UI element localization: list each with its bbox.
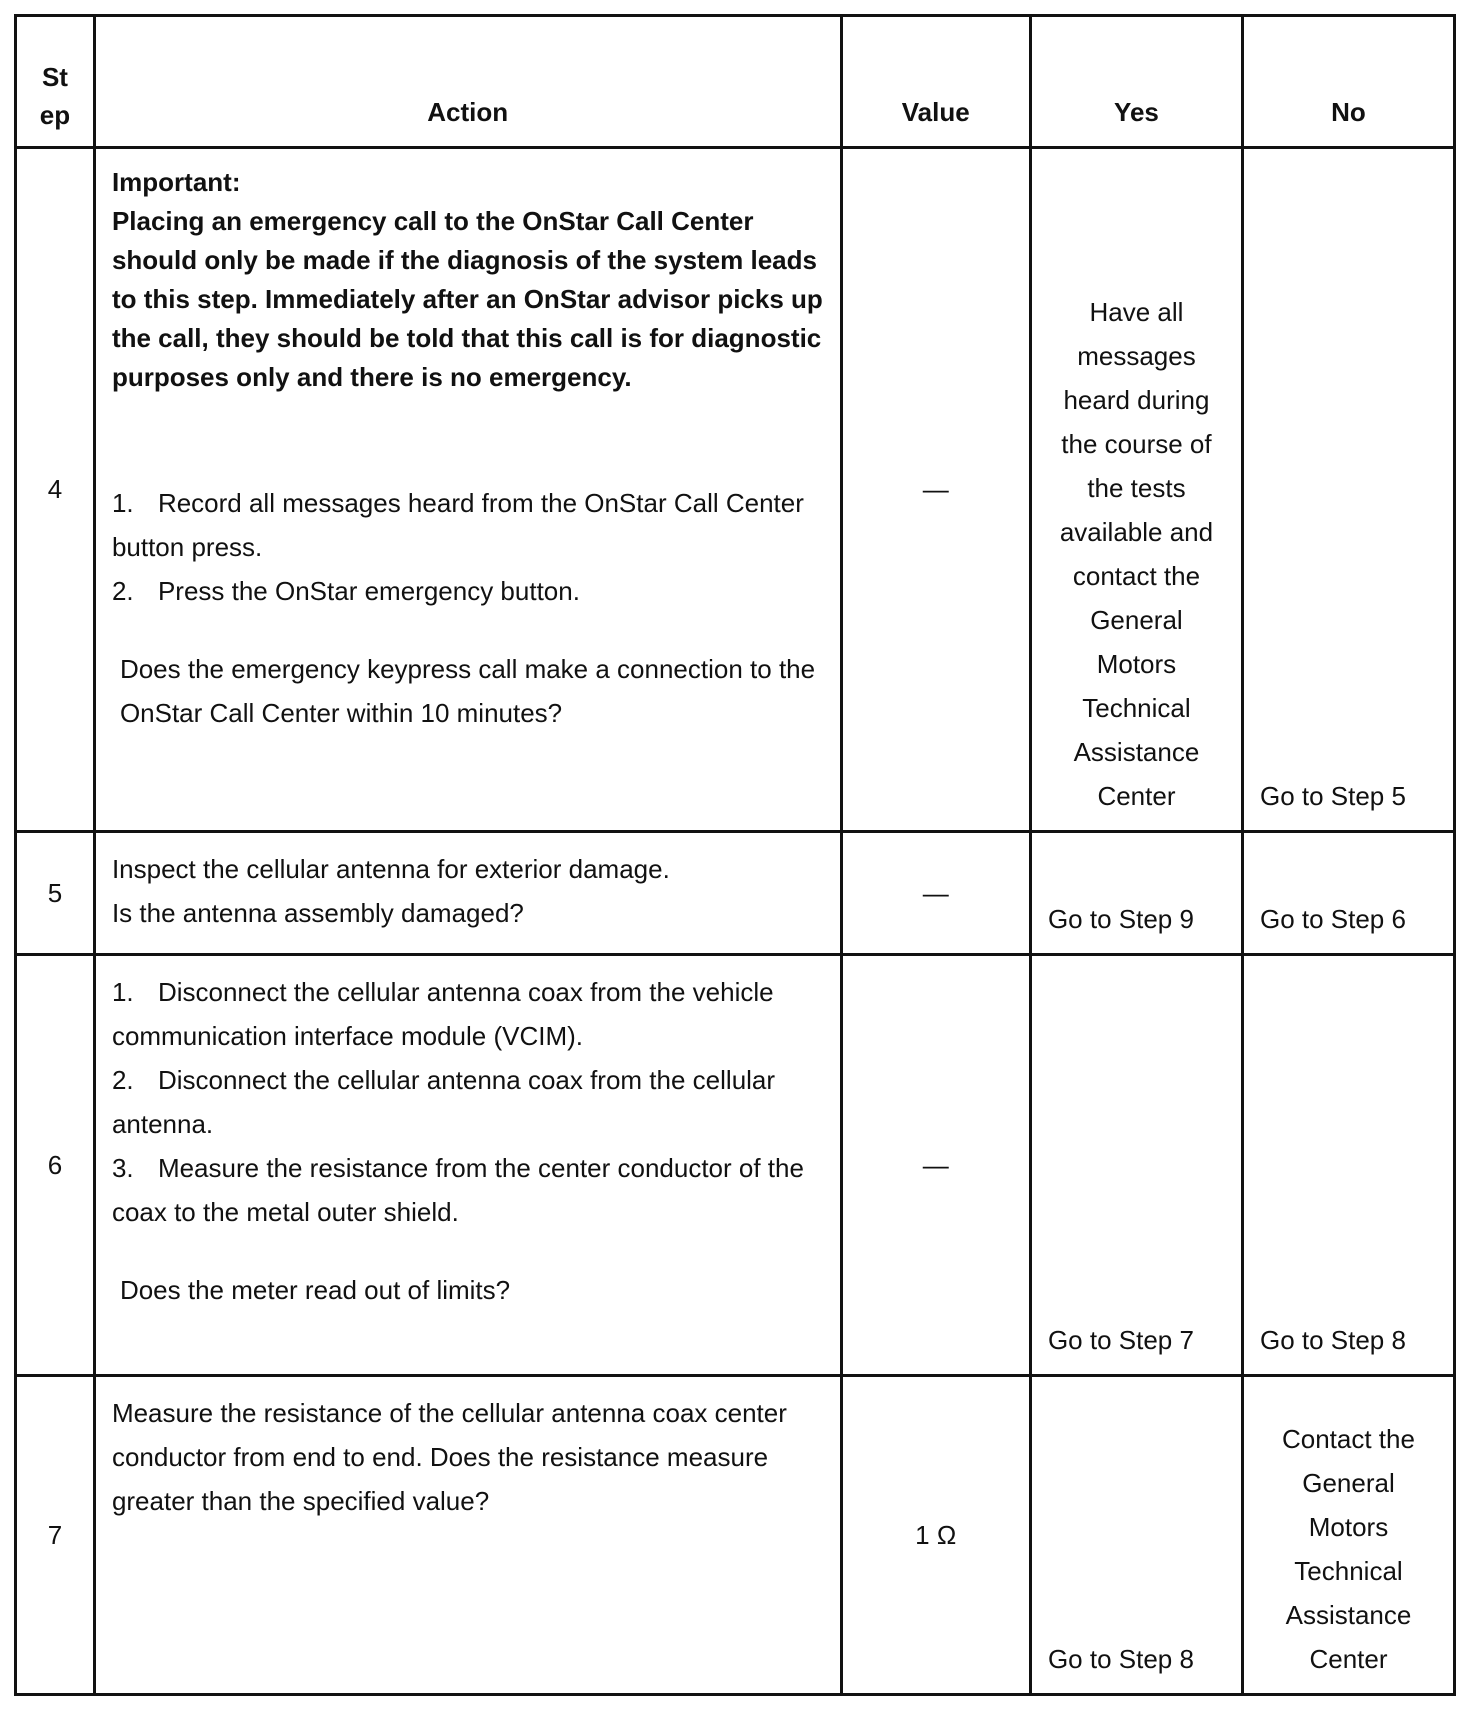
no-cell: Go to Step 6	[1242, 831, 1454, 954]
step-number: 4	[16, 148, 95, 832]
yes-cell: Go to Step 7	[1030, 955, 1242, 1375]
list-text: Disconnect the cellular antenna coax from the cellular antenna.	[111, 1065, 776, 1140]
list-text: Press the OnStar emergency button.	[157, 576, 580, 606]
list-text: Record all messages heard from the OnStar Call Center button press.	[111, 488, 804, 562]
important-label: Important:	[111, 167, 241, 197]
step-list	[112, 970, 824, 1234]
header-step-line1: St	[41, 62, 68, 92]
step-number: 5	[16, 831, 95, 954]
step-list	[112, 481, 824, 613]
list-item	[112, 1146, 824, 1234]
header-row	[16, 16, 1455, 148]
header-step	[16, 16, 95, 148]
header-no: No	[1242, 16, 1454, 148]
list-number: 3.	[111, 1153, 134, 1184]
list-text: Measure the resistance from the center conductor of the coax to the metal outer shield.	[111, 1153, 804, 1228]
question-text: Does the emergency keypress call make a connection to the OnStar Call Center within 10 minutes?	[119, 654, 816, 728]
header-action: Action	[94, 16, 841, 148]
action-cell	[94, 831, 841, 954]
yes-cell: Have all messages heard during the course of the tests available and contact the General Motors Technical Assistance Center	[1030, 148, 1242, 832]
table-row-step-5	[16, 831, 1455, 954]
list-item	[112, 481, 824, 569]
table-row-step-7	[16, 1375, 1455, 1695]
value-cell: —	[841, 148, 1030, 832]
value-cell: —	[841, 955, 1030, 1375]
important-text: Placing an emergency call to the OnStar Call Center should only be made if the diagnosis of the system leads to this step. Immediately after an OnStar advisor picks up the call, they should be told that this call is for diagnostic purposes only and there is no emergency.	[111, 206, 823, 392]
step-number: 6	[16, 955, 95, 1375]
no-cell: Go to Step 8	[1242, 955, 1454, 1375]
action-line: Inspect the cellular antenna for exterior damage.	[111, 853, 670, 884]
yes-cell: Go to Step 9	[1030, 831, 1242, 954]
list-item	[112, 569, 824, 613]
table-row-step-4	[16, 148, 1455, 832]
diagnostic-table	[14, 14, 1456, 1696]
no-cell: Go to Step 5	[1242, 148, 1454, 832]
header-value: Value	[841, 16, 1030, 148]
list-number: 1.	[111, 488, 134, 518]
action-line: Is the antenna assembly damaged?	[111, 897, 524, 928]
list-number: 1.	[111, 977, 134, 1008]
step-number: 7	[16, 1375, 95, 1695]
value-cell: 1 Ω	[841, 1375, 1030, 1695]
action-cell: Measure the resistance of the cellular antenna coax center conductor from end to end. Does the resistance measure greater than the specified value?	[94, 1375, 841, 1695]
list-item	[112, 1058, 824, 1146]
question-text: Does the meter read out of limits?	[119, 1275, 511, 1306]
table-row-step-6	[16, 955, 1455, 1375]
list-number: 2.	[111, 576, 134, 606]
action-cell	[94, 148, 841, 832]
header-step-line2: ep	[39, 100, 71, 130]
action-cell	[94, 955, 841, 1375]
list-number: 2.	[111, 1065, 134, 1096]
list-text: Disconnect the cellular antenna coax from the vehicle communication interface module (VCIM).	[111, 977, 774, 1052]
value-cell: —	[841, 831, 1030, 954]
yes-cell: Go to Step 8	[1030, 1375, 1242, 1695]
no-cell: Contact the General Motors Technical Assistance Center	[1242, 1375, 1454, 1695]
header-yes: Yes	[1030, 16, 1242, 148]
list-item	[112, 970, 824, 1058]
